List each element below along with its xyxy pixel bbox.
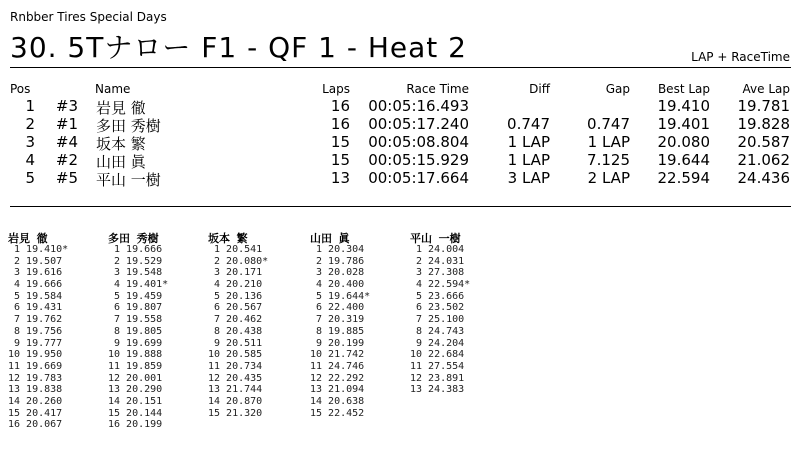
lap-time-entry: 7 20.462 xyxy=(208,314,263,326)
lap-time-entry: 8 24.743 xyxy=(410,325,465,337)
result-laps: 15 xyxy=(330,133,350,151)
results-divider xyxy=(10,206,791,207)
result-gap: 2 LAP xyxy=(587,169,630,187)
col-gap-header: Gap xyxy=(605,82,630,96)
result-row xyxy=(0,169,800,187)
lap-time-entry: 7 20.319 xyxy=(310,314,365,326)
lap-time-entry: 14 20.260 xyxy=(8,395,63,407)
lap-time-entry: 4 22.594* xyxy=(410,279,471,291)
results-table xyxy=(0,82,800,187)
lap-time-entry: 6 23.502 xyxy=(410,302,465,314)
result-best-lap: 19.644 xyxy=(657,151,710,169)
result-pos: 2 xyxy=(25,115,35,133)
lap-time-entry: 13 19.838 xyxy=(8,384,63,396)
lap-time-entry: 6 20.567 xyxy=(208,302,263,314)
report-mode-label: LAP + RaceTime xyxy=(691,50,790,64)
result-diff: 1 LAP xyxy=(507,133,550,151)
lap-time-entry: 7 19.762 xyxy=(8,314,63,326)
lap-time-entry: 15 21.320 xyxy=(208,407,263,419)
lap-time-entry: 6 22.400 xyxy=(310,302,365,314)
lap-time-entry: 10 19.950 xyxy=(8,349,63,361)
lap-time-entry: 1 24.004 xyxy=(410,244,465,255)
result-ave-lap: 19.781 xyxy=(737,97,790,115)
lap-time-entry: 15 20.417 xyxy=(8,407,63,419)
result-car-number: #2 xyxy=(55,151,78,169)
lap-time-entry: 2 19.507 xyxy=(8,255,63,267)
lap-time-entry: 2 19.786 xyxy=(310,255,365,267)
lap-time-entry: 12 23.891 xyxy=(410,372,465,384)
lap-time-entry: 16 20.199 xyxy=(108,419,163,431)
lap-time-entry: 12 22.292 xyxy=(310,372,365,384)
lap-time-entry: 10 20.585 xyxy=(208,349,263,361)
lap-time-entry: 13 20.290 xyxy=(108,384,163,396)
result-ave-lap: 21.062 xyxy=(737,151,790,169)
lap-time-entry: 11 27.554 xyxy=(410,360,465,372)
result-row xyxy=(0,97,800,115)
result-pos: 4 xyxy=(25,151,35,169)
lap-time-entry: 9 20.199 xyxy=(310,337,365,349)
lap-time-entry: 6 19.807 xyxy=(108,302,163,314)
lap-time-entry: 11 19.859 xyxy=(108,360,163,372)
lap-time-entry: 4 19.666 xyxy=(8,279,63,291)
result-driver-name: 坂本 繁 xyxy=(96,135,146,153)
lap-time-entry: 2 19.529 xyxy=(108,255,163,267)
lap-time-entry: 2 20.080* xyxy=(208,255,269,267)
lap-time-entry: 13 21.744 xyxy=(208,384,263,396)
result-race-time: 00:05:17.240 xyxy=(368,115,469,133)
lap-time-entry: 3 20.028 xyxy=(310,267,365,279)
lap-time-entry: 15 22.452 xyxy=(310,407,365,419)
result-pos: 5 xyxy=(25,169,35,187)
lap-time-entry: 3 19.548 xyxy=(108,267,163,279)
col-pos-header: Pos xyxy=(10,82,31,96)
result-car-number: #3 xyxy=(55,97,78,115)
lap-time-entry: 10 19.888 xyxy=(108,349,163,361)
lap-time-entry: 5 19.459 xyxy=(108,290,163,302)
lap-time-entry: 5 19.584 xyxy=(8,290,63,302)
result-best-lap: 19.410 xyxy=(657,97,710,115)
lap-time-entry: 1 19.410* xyxy=(8,244,69,255)
lap-time-entry: 9 19.699 xyxy=(108,337,163,349)
result-driver-name: 平山 一樹 xyxy=(96,171,161,189)
lap-time-entry: 8 20.438 xyxy=(208,325,263,337)
result-laps: 16 xyxy=(330,97,350,115)
result-car-number: #4 xyxy=(55,133,78,151)
lap-time-entry: 13 24.383 xyxy=(410,384,465,396)
lap-time-entry: 9 19.777 xyxy=(8,337,63,349)
lap-time-entry: 15 20.144 xyxy=(108,407,163,419)
col-best-lap-header: Best Lap xyxy=(657,82,710,96)
lap-driver-name: 平山 一樹 xyxy=(410,232,461,245)
result-pos: 1 xyxy=(25,97,35,115)
result-diff: 3 LAP xyxy=(507,169,550,187)
result-best-lap: 19.401 xyxy=(657,115,710,133)
lap-times-column xyxy=(310,230,370,419)
result-car-number: #1 xyxy=(55,115,78,133)
lap-time-entry: 3 27.308 xyxy=(410,267,465,279)
lap-time-entry: 5 23.666 xyxy=(410,290,465,302)
result-ave-lap: 24.436 xyxy=(737,169,790,187)
results-header-row xyxy=(0,82,800,97)
lap-time-entry: 12 19.783 xyxy=(8,372,63,384)
lap-time-entry: 3 19.616 xyxy=(8,267,63,279)
col-diff-header: Diff xyxy=(529,82,550,96)
result-diff: 1 LAP xyxy=(507,151,550,169)
col-ave-lap-header: Ave Lap xyxy=(742,82,790,96)
result-best-lap: 22.594 xyxy=(657,169,710,187)
lap-time-entry: 10 21.742 xyxy=(310,349,365,361)
lap-times-column xyxy=(8,230,68,431)
lap-time-entry: 6 19.431 xyxy=(8,302,63,314)
lap-time-entry: 5 19.644* xyxy=(310,290,371,302)
result-gap: 7.125 xyxy=(587,151,630,169)
result-race-time: 00:05:17.664 xyxy=(368,169,469,187)
result-diff: 0.747 xyxy=(507,115,550,133)
lap-time-entry: 5 20.136 xyxy=(208,290,263,302)
result-driver-name: 山田 眞 xyxy=(96,153,146,171)
lap-driver-name: 岩見 徹 xyxy=(8,232,48,245)
result-ave-lap: 20.587 xyxy=(737,133,790,151)
col-name-header: Name xyxy=(95,82,131,96)
lap-time-entry: 13 21.094 xyxy=(310,384,365,396)
lap-time-entry: 14 20.638 xyxy=(310,395,365,407)
race-title: 30. 5Tナロー F1 - QF 1 - Heat 2 xyxy=(10,31,467,64)
lap-time-entry: 8 19.756 xyxy=(8,325,63,337)
result-laps: 16 xyxy=(330,115,350,133)
lap-time-entry: 11 24.746 xyxy=(310,360,365,372)
result-row xyxy=(0,133,800,151)
result-ave-lap: 19.828 xyxy=(737,115,790,133)
col-laps-header: Laps xyxy=(322,82,350,96)
lap-time-entry: 4 20.400 xyxy=(310,279,365,291)
result-best-lap: 20.080 xyxy=(657,133,710,151)
result-driver-name: 岩見 徹 xyxy=(96,99,146,117)
lap-time-entry: 12 20.001 xyxy=(108,372,163,384)
result-driver-name: 多田 秀樹 xyxy=(96,117,161,135)
lap-time-entry: 14 20.870 xyxy=(208,395,263,407)
result-race-time: 00:05:15.929 xyxy=(368,151,469,169)
result-race-time: 00:05:08.804 xyxy=(368,133,469,151)
lap-times-column xyxy=(410,230,470,396)
result-pos: 3 xyxy=(25,133,35,151)
lap-times-column xyxy=(108,230,168,431)
lap-time-entry: 10 22.684 xyxy=(410,349,465,361)
lap-time-entry: 9 20.511 xyxy=(208,337,263,349)
col-race-time-header: Race Time xyxy=(406,82,469,96)
header-divider xyxy=(10,67,791,68)
result-laps: 15 xyxy=(330,151,350,169)
result-row xyxy=(0,115,800,133)
lap-time-entry: 1 20.541 xyxy=(208,244,263,255)
result-laps: 13 xyxy=(330,169,350,187)
lap-time-entry: 11 19.669 xyxy=(8,360,63,372)
lap-time-entry: 8 19.805 xyxy=(108,325,163,337)
result-gap: 1 LAP xyxy=(587,133,630,151)
result-gap: 0.747 xyxy=(587,115,630,133)
lap-time-entry: 4 20.210 xyxy=(208,279,263,291)
lap-time-entry: 4 19.401* xyxy=(108,279,169,291)
lap-times-column xyxy=(208,230,268,419)
result-row xyxy=(0,151,800,169)
lap-time-entry: 2 24.031 xyxy=(410,255,465,267)
lap-time-entry: 7 25.100 xyxy=(410,314,465,326)
lap-time-entry: 8 19.885 xyxy=(310,325,365,337)
lap-time-entry: 1 19.666 xyxy=(108,244,163,255)
lap-time-entry: 7 19.558 xyxy=(108,314,163,326)
lap-time-entry: 12 20.435 xyxy=(208,372,263,384)
lap-time-entry: 14 20.151 xyxy=(108,395,163,407)
lap-time-entry: 16 20.067 xyxy=(8,419,63,431)
result-car-number: #5 xyxy=(55,169,78,187)
lap-time-entry: 3 20.171 xyxy=(208,267,263,279)
lap-time-entry: 11 20.734 xyxy=(208,360,263,372)
lap-driver-name: 多田 秀樹 xyxy=(108,232,159,245)
lap-time-entry: 1 20.304 xyxy=(310,244,365,255)
event-subtitle: Rnbber Tires Special Days xyxy=(10,10,167,24)
lap-driver-name: 山田 眞 xyxy=(310,232,350,245)
lap-time-entry: 9 24.204 xyxy=(410,337,465,349)
lap-driver-name: 坂本 繁 xyxy=(208,232,248,245)
result-race-time: 00:05:16.493 xyxy=(368,97,469,115)
